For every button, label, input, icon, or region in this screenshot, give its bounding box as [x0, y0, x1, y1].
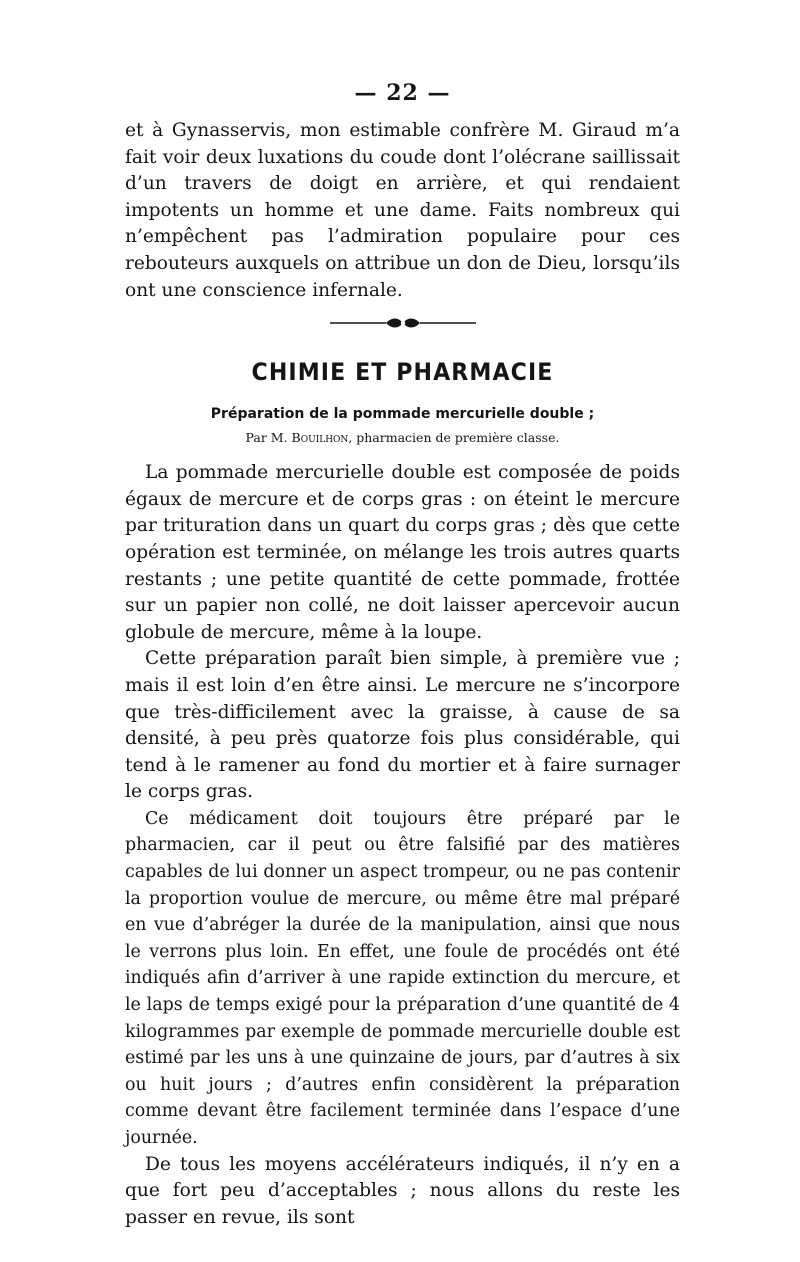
byline-suffix: , pharmacien de première classe. [348, 430, 560, 446]
paragraph-2: Cette préparation paraît bien simple, à première vue ; mais il est loin d’en être ainsi. Le mercure ne s’incorpore que très-difficilement avec la graisse, à cause de sa densité, à peu près quatorze fois plus considérable, qui tend à le ramener au fond du mortier et à faire surnager le corps gras. [125, 648, 680, 803]
article-title: Préparation de la pommade mercurielle double ; [210, 406, 595, 423]
page-number: — 22 — [354, 80, 451, 106]
intro-paragraph: et à Gynasservis, mon estimable confrère M. Giraud m’a fait voir deux luxations du coude dont l’olécrane saillissait d’un travers de doigt en arrière, et qui rendaient impotents un homme et une dame. Faits nombreux qui n’empêchent pas l’admiration populaire pour ces rebouteurs auxquels on attribue un don de Dieu, lorsqu’ils ont une conscience infernale. [125, 120, 680, 301]
document-page [125, 80, 680, 1231]
byline-author: Bouilhon [291, 430, 349, 446]
byline-prefix: Par M. [245, 430, 292, 446]
paragraph-1: La pommade mercurielle double est composée de poids égaux de mercure et de corps gras : on éteint le mercure par trituration dans un quart du corps gras ; dès que cette opération est terminée, on mélange les trois autres quarts restants ; une petite quantité de cette pommade, frottée sur un papier non collé, ne doit laisser apercevoir aucun globule de mercure, même à la loupe. [125, 462, 680, 643]
section-title: CHIMIE ET PHARMACIE [251, 358, 554, 387]
paragraph-4: De tous les moyens accélérateurs indiqués, il n’y en a que fort peu d’acceptables ; nous allons du reste les passer en revue, ils sont [125, 1153, 680, 1228]
byline [125, 430, 680, 448]
decorative-rule-ornament-icon [328, 316, 478, 330]
paragraph-3: Ce médicament doit toujours être préparé par le pharmacien, car il peut ou être falsifié par des matières capables de lui donner un aspect trompeur, ou ne pas contenir la proportion voulue de mercure, ou même être mal préparé en vue d’abréger la durée de la manipulation, ainsi que nous le verrons plus loin. En effet, une foule de procédés ont été indiqués afin d’arriver à une rapide extinction du mercure, et le laps de temps exigé pour la préparation d’une quantité de 4 kilogrammes par exemple de pommade mercurielle double est estimé par les uns à une quinzaine de jours, par d’autres à six ou huit jours ; d’autres enfin considèrent la préparation comme devant être facilement terminée dans l’espace d’une journée. [125, 808, 680, 1148]
